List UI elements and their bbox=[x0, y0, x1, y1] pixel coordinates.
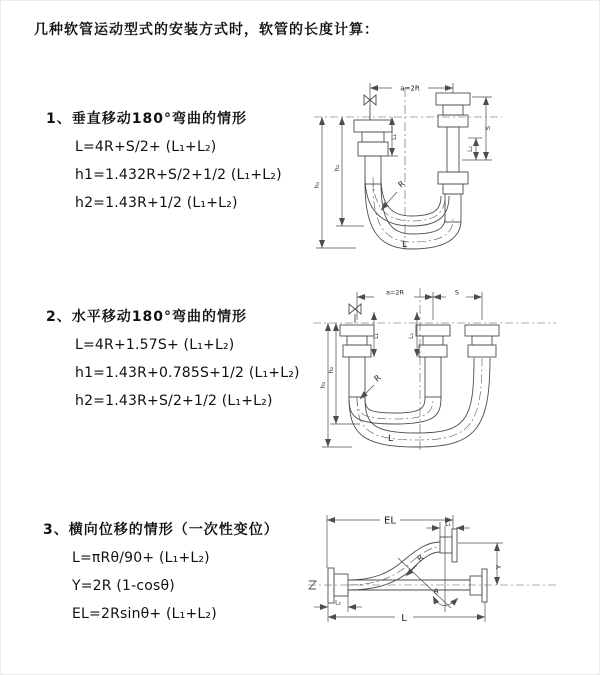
formula-length: L=πRθ/90+ (L₁+L₂) bbox=[72, 550, 210, 566]
braided-section bbox=[349, 357, 365, 397]
section-2-heading: 2、水平移动180°弯曲的情形 bbox=[46, 309, 247, 325]
dimension-a2r bbox=[357, 289, 482, 321]
dim-label-a: a=2R bbox=[400, 84, 420, 93]
section-1 bbox=[46, 105, 282, 217]
length-label: L bbox=[402, 240, 408, 250]
bottom-right-flange bbox=[470, 569, 487, 602]
dim-label-h2: h₂ bbox=[333, 164, 341, 172]
dim-label-s: S bbox=[454, 288, 460, 297]
dimension-l1 bbox=[373, 312, 380, 357]
dim-label-h1: h₁ bbox=[313, 181, 321, 189]
right-hose-fitting bbox=[436, 93, 470, 222]
radius-label: R bbox=[396, 179, 407, 190]
section-2 bbox=[46, 303, 300, 415]
radius-label: R bbox=[372, 373, 383, 384]
left-flange bbox=[328, 568, 348, 603]
dim-label-l2: L₂ bbox=[467, 146, 474, 152]
dim-label-l1: L₁ bbox=[391, 134, 398, 140]
top-right-flange bbox=[440, 529, 457, 562]
left-hose-fitting bbox=[354, 120, 392, 184]
radius-label: R bbox=[415, 553, 426, 564]
braided-section bbox=[425, 357, 441, 397]
section-1-heading: 1、垂直移动180°弯曲的情形 bbox=[46, 111, 247, 127]
hose-loops bbox=[365, 177, 461, 249]
dimension-h2 bbox=[333, 117, 364, 226]
hose-displaced-position bbox=[348, 542, 440, 590]
dim-label-l1: L₁ bbox=[373, 333, 380, 339]
diagram-lateral-displacement bbox=[300, 500, 590, 645]
dimension-l2 bbox=[314, 592, 362, 612]
dim-label-h2: h₂ bbox=[327, 366, 335, 374]
section-3 bbox=[43, 516, 279, 628]
radius-callout bbox=[360, 373, 383, 399]
dimension-y bbox=[458, 543, 503, 585]
dimension-h1 bbox=[313, 117, 356, 248]
dimension-el bbox=[327, 515, 453, 568]
dim-label-h1: h₁ bbox=[319, 381, 327, 389]
dimension-l bbox=[328, 599, 485, 624]
length-label: L bbox=[401, 613, 407, 624]
formula-h2: h2=1.43R+1/2 (L₁+L₂) bbox=[75, 195, 238, 211]
dimension-a2r bbox=[370, 83, 453, 105]
dimension-l1 bbox=[388, 117, 398, 156]
formula-length: L=4R+S/2+ (L₁+L₂) bbox=[75, 139, 217, 155]
valve-icon bbox=[349, 304, 361, 323]
section-3-heading: 3、横向位移的情形（一次性变位） bbox=[43, 522, 279, 538]
radius-callout bbox=[381, 179, 407, 210]
dimension-h2 bbox=[327, 323, 360, 424]
diagram-vertical-180-bend bbox=[310, 75, 555, 255]
y-label: Y bbox=[495, 564, 503, 570]
hose-fitting-right bbox=[465, 325, 499, 357]
formula-length: L=4R+1.57S+ (L₁+L₂) bbox=[75, 337, 235, 353]
dim-label-l1: L₁ bbox=[445, 521, 451, 528]
formula-y: Y=2R (1-cosθ) bbox=[72, 578, 175, 594]
diagram-horizontal-180-bend bbox=[310, 283, 560, 458]
formula-h1: h1=1.432R+S/2+1/2 (L₁+L₂) bbox=[75, 167, 282, 183]
theta-label: θ bbox=[434, 588, 439, 596]
formula-el: EL=2Rsinθ+ (L₁+L₂) bbox=[72, 606, 217, 622]
el-label: EL bbox=[384, 515, 396, 527]
centerlines bbox=[308, 581, 556, 589]
dim-label-a: a=2R bbox=[385, 288, 405, 297]
hose-fitting-middle bbox=[416, 325, 450, 397]
dim-label-l2: L₂ bbox=[335, 599, 341, 607]
dim-label-l2: L₂ bbox=[408, 333, 415, 339]
hose-loops bbox=[349, 358, 490, 447]
dimension-l1 bbox=[426, 521, 470, 537]
length-label: L bbox=[388, 434, 394, 444]
formula-h1: h1=1.43R+0.785S+1/2 (L₁+L₂) bbox=[75, 365, 300, 381]
hose-fitting-left bbox=[340, 325, 374, 397]
page-title: 几种软管运动型式的安装方式时，软管的长度计算： bbox=[34, 22, 379, 38]
dim-label-s: S bbox=[484, 125, 492, 131]
angle-construction bbox=[398, 526, 458, 612]
formula-h2: h2=1.43R+S/2+1/2 (L₁+L₂) bbox=[75, 393, 273, 409]
dimension-l2 bbox=[467, 138, 482, 160]
